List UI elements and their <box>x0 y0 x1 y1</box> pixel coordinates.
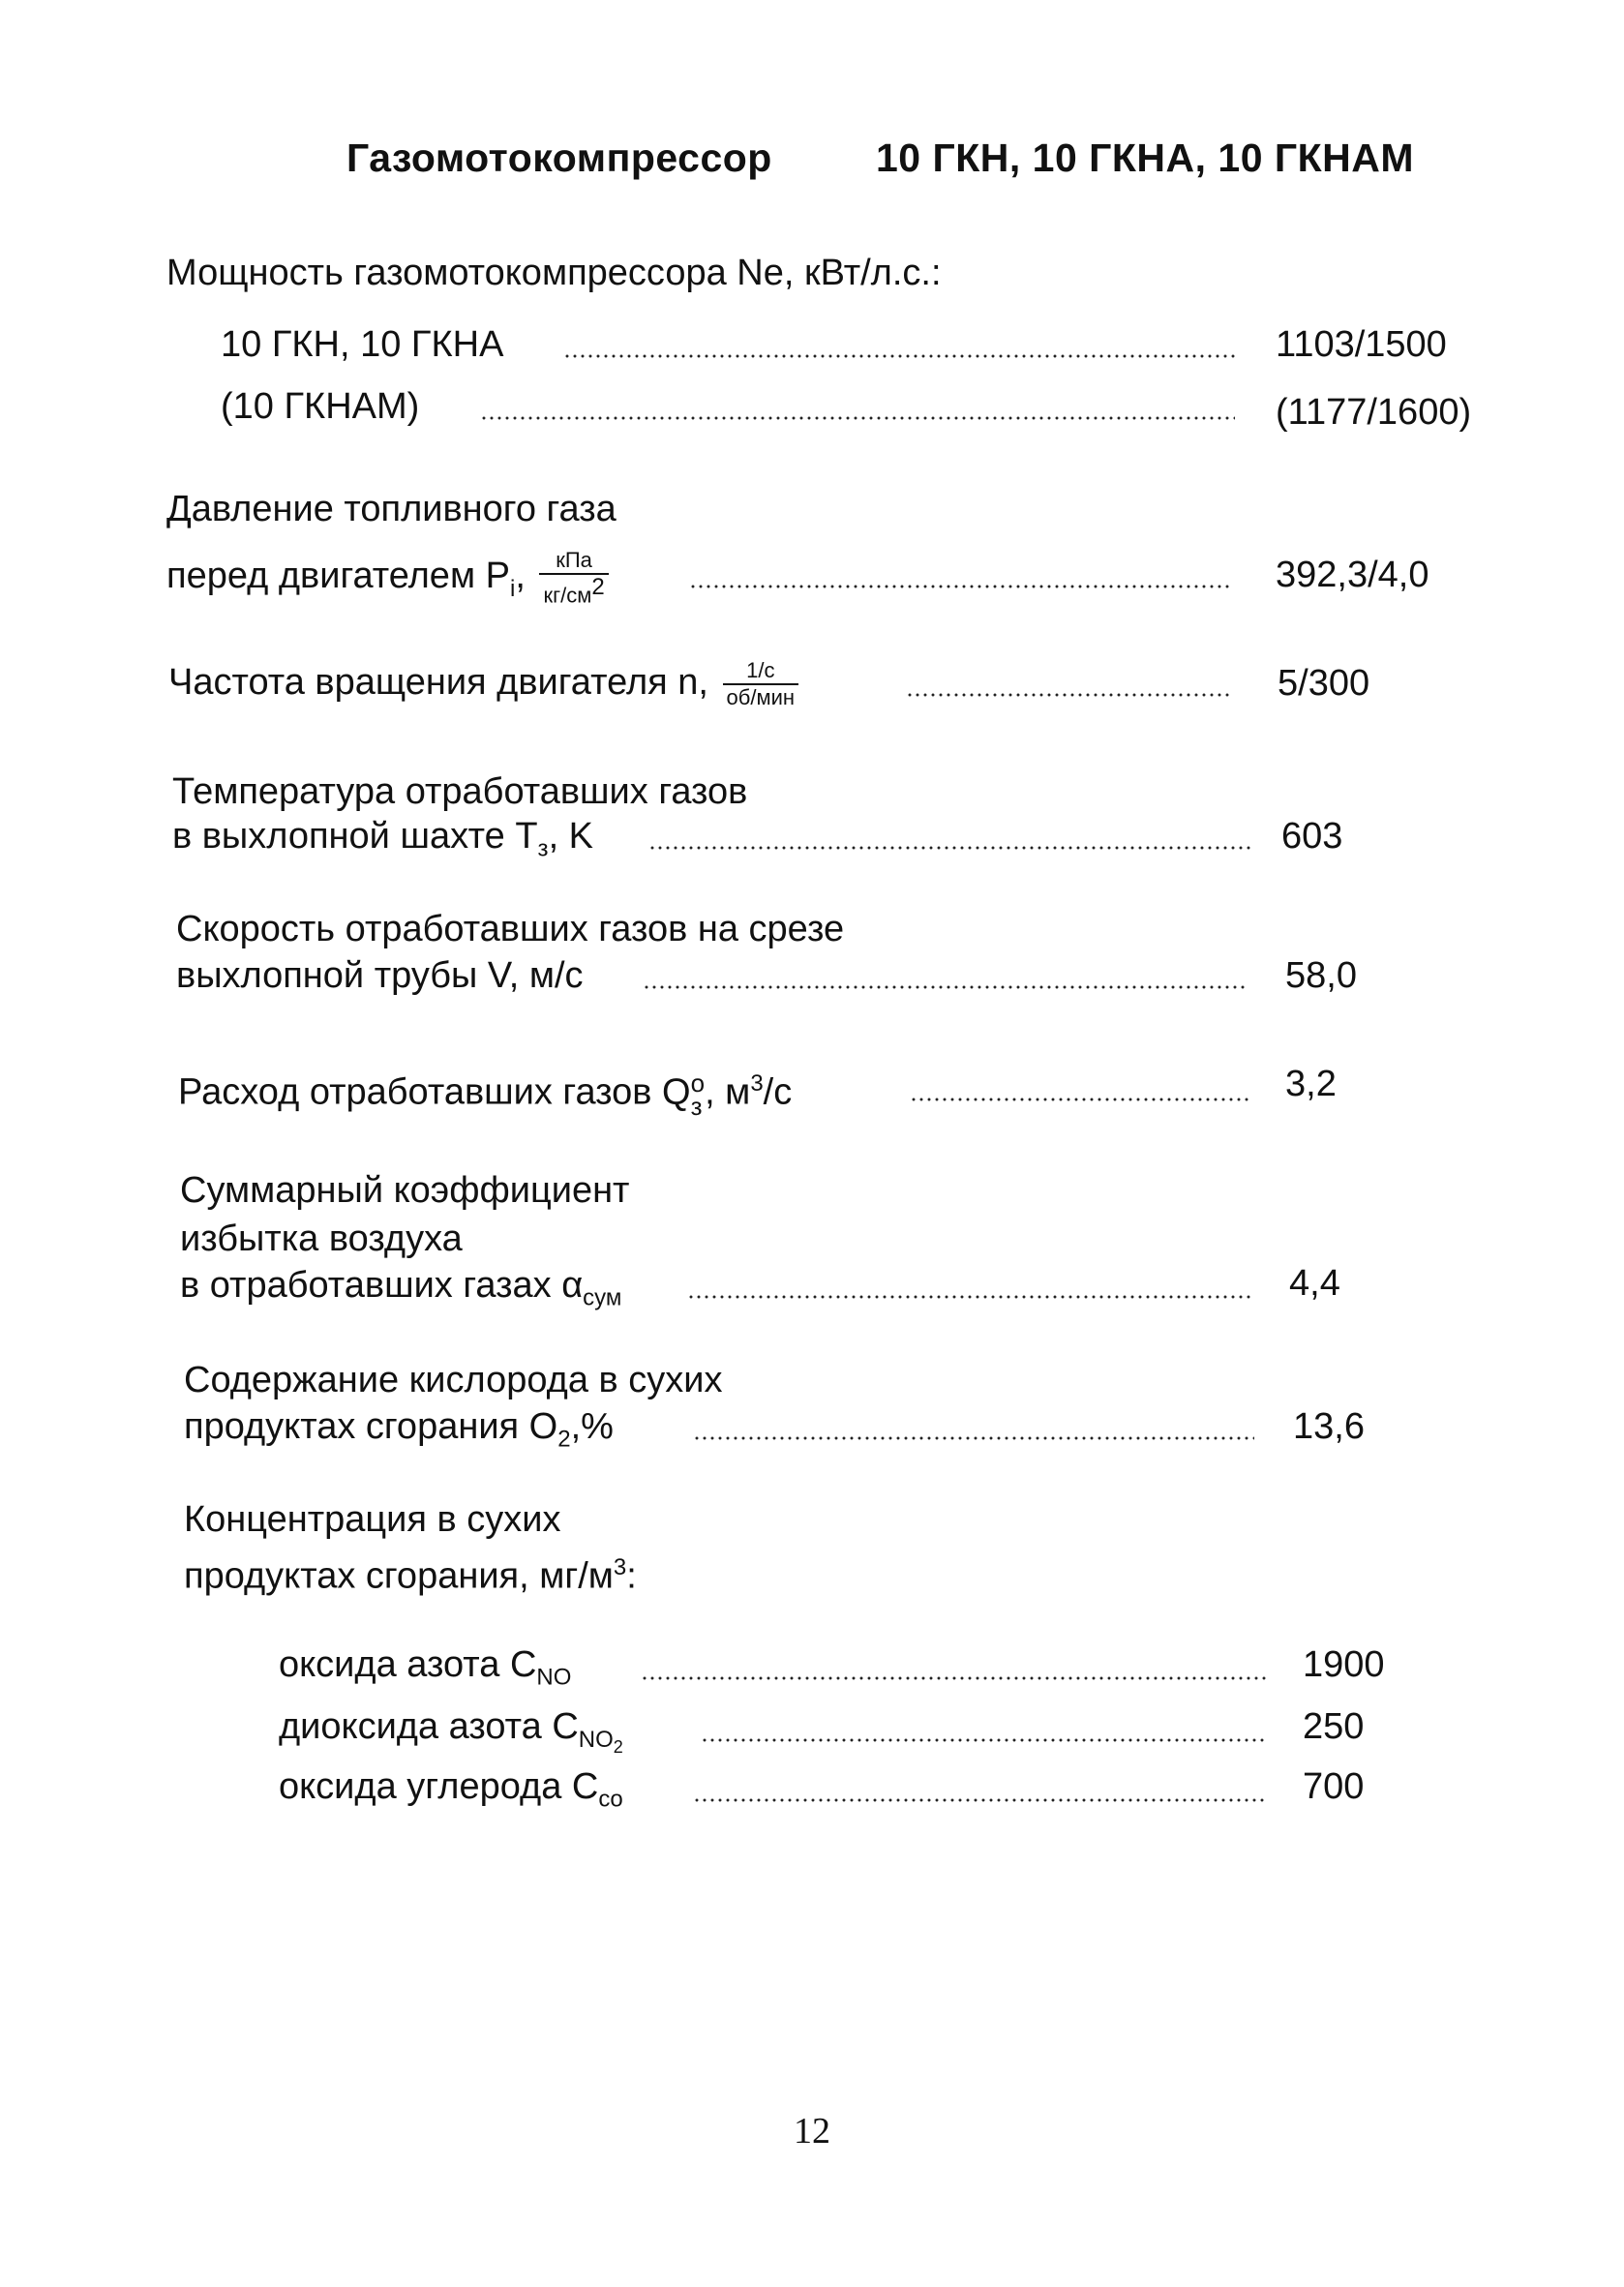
page-number: 12 <box>794 2111 830 2152</box>
pressure-unit-denominator <box>539 575 608 608</box>
co-subscript: co <box>598 1786 623 1813</box>
flow-unit: , м <box>705 1071 751 1113</box>
no-row <box>279 1641 571 1701</box>
pressure-value: 392,3/4,0 <box>1276 555 1429 595</box>
power-heading: Мощность газомотокомпрессора Ne, кВт/л.с.: <box>166 253 942 293</box>
flow-value: 3,2 <box>1285 1064 1337 1104</box>
leader-dots <box>693 1798 1266 1802</box>
leader-dots <box>648 846 1250 850</box>
no2-subscript-2: 2 <box>613 1736 623 1757</box>
rotation-line <box>168 658 798 710</box>
flow-label: Расход отработавших газов Q <box>178 1071 691 1113</box>
co-value: 700 <box>1303 1766 1365 1807</box>
temperature-subscript: з <box>537 835 549 862</box>
concentration-label: продуктах сгорания, мг/м <box>184 1555 614 1597</box>
pressure-unit-fraction <box>539 548 608 608</box>
leader-dots <box>563 354 1235 358</box>
excess-air-value: 4,4 <box>1289 1263 1340 1304</box>
oxygen-line1: Содержание кислорода в сухих <box>184 1360 723 1400</box>
temperature-unit: , K <box>548 816 594 857</box>
rotation-label: Частота вращения двигателя n, <box>168 662 708 704</box>
temperature-label: в выхлопной шахте T <box>172 816 538 857</box>
pressure-line2: перед двигателем $P_i$, $\frac{\text{кПа}}{кг/см^2}$ <box>166 548 609 613</box>
no2-subscript-text: NO <box>578 1726 614 1753</box>
velocity-line2: выхлопной трубы V, м/с <box>176 955 584 996</box>
rotation-unit-denominator: об/мин <box>726 685 796 709</box>
leader-dots <box>693 1436 1254 1440</box>
power-row1-value: 1103/1500 <box>1276 324 1447 365</box>
oxygen-line2 <box>184 1403 614 1463</box>
velocity-value: 58,0 <box>1285 955 1357 996</box>
co-row <box>279 1763 623 1823</box>
leader-dots <box>689 585 1231 588</box>
concentration-sup: 3 <box>613 1554 627 1580</box>
title-left: Газомотокомпрессор <box>346 135 772 180</box>
rotation-unit-numerator: 1/с <box>723 658 799 685</box>
no2-value: 250 <box>1303 1706 1365 1747</box>
concentration-line1: Концентрация в сухих <box>184 1499 561 1540</box>
oxygen-label: продуктах сгорания O <box>184 1406 558 1447</box>
leader-dots <box>687 1295 1254 1299</box>
pressure-subscript: i <box>509 575 516 602</box>
flow-unit-end: /с <box>763 1071 793 1113</box>
temperature-line1: Температура отработавших газов <box>172 771 748 812</box>
leader-dots <box>701 1738 1264 1742</box>
power-row1-label: 10 ГКН, 10 ГКНА <box>221 324 504 365</box>
flow-superscript: о <box>690 1068 706 1098</box>
pressure-line1: Давление топливного газа <box>166 489 617 529</box>
pressure-unit-numerator: кПа <box>539 548 608 575</box>
velocity-line1: Скорость отработавших газов на срезе <box>176 909 845 949</box>
flow-line <box>178 1061 793 1121</box>
rotation-value: 5/300 <box>1278 663 1370 704</box>
oxygen-value: 13,6 <box>1293 1406 1365 1447</box>
no-label: оксида азота C <box>279 1644 537 1685</box>
temperature-value: 603 <box>1281 816 1343 857</box>
no2-row <box>279 1703 623 1769</box>
no2-label: диоксида азота C <box>279 1706 579 1747</box>
excess-air-subscript: сум <box>583 1284 622 1311</box>
concentration-suffix: : <box>626 1555 637 1597</box>
no-subscript: NO <box>536 1664 572 1691</box>
co-label: оксида углерода C <box>279 1766 599 1807</box>
pressure-unit-sup: 2 <box>591 574 605 600</box>
rotation-unit-fraction <box>723 658 799 710</box>
pressure-unit-den-text: кг/см <box>543 583 592 608</box>
oxygen-subscript: 2 <box>557 1426 571 1453</box>
flow-indices <box>690 1068 706 1121</box>
flow-subscript: з <box>690 1091 703 1121</box>
leader-dots <box>480 416 1235 420</box>
leader-dots <box>906 693 1231 697</box>
leader-dots <box>910 1098 1250 1101</box>
excess-air-line1: Суммарный коэффициент <box>180 1170 630 1211</box>
title-right: 10 ГКН, 10 ГКНА, 10 ГКНАМ <box>876 135 1415 180</box>
no2-subscript <box>578 1726 623 1757</box>
flow-unit-sup: 3 <box>750 1070 764 1097</box>
excess-air-line2: избытка воздуха <box>180 1219 463 1259</box>
excess-air-line3 <box>180 1262 621 1322</box>
excess-air-label: в отработавших газах α <box>180 1265 584 1306</box>
leader-dots <box>643 985 1248 989</box>
concentration-line2 <box>184 1545 637 1600</box>
pressure-label: перед двигателем P <box>166 556 510 597</box>
power-row2-value: (1177/1600) <box>1276 392 1472 433</box>
power-row2-label: (10 ГКНАМ) <box>221 386 420 427</box>
temperature-line2 <box>172 813 593 873</box>
oxygen-unit: ,% <box>570 1406 614 1447</box>
no-value: 1900 <box>1303 1644 1385 1685</box>
leader-dots <box>641 1676 1266 1680</box>
